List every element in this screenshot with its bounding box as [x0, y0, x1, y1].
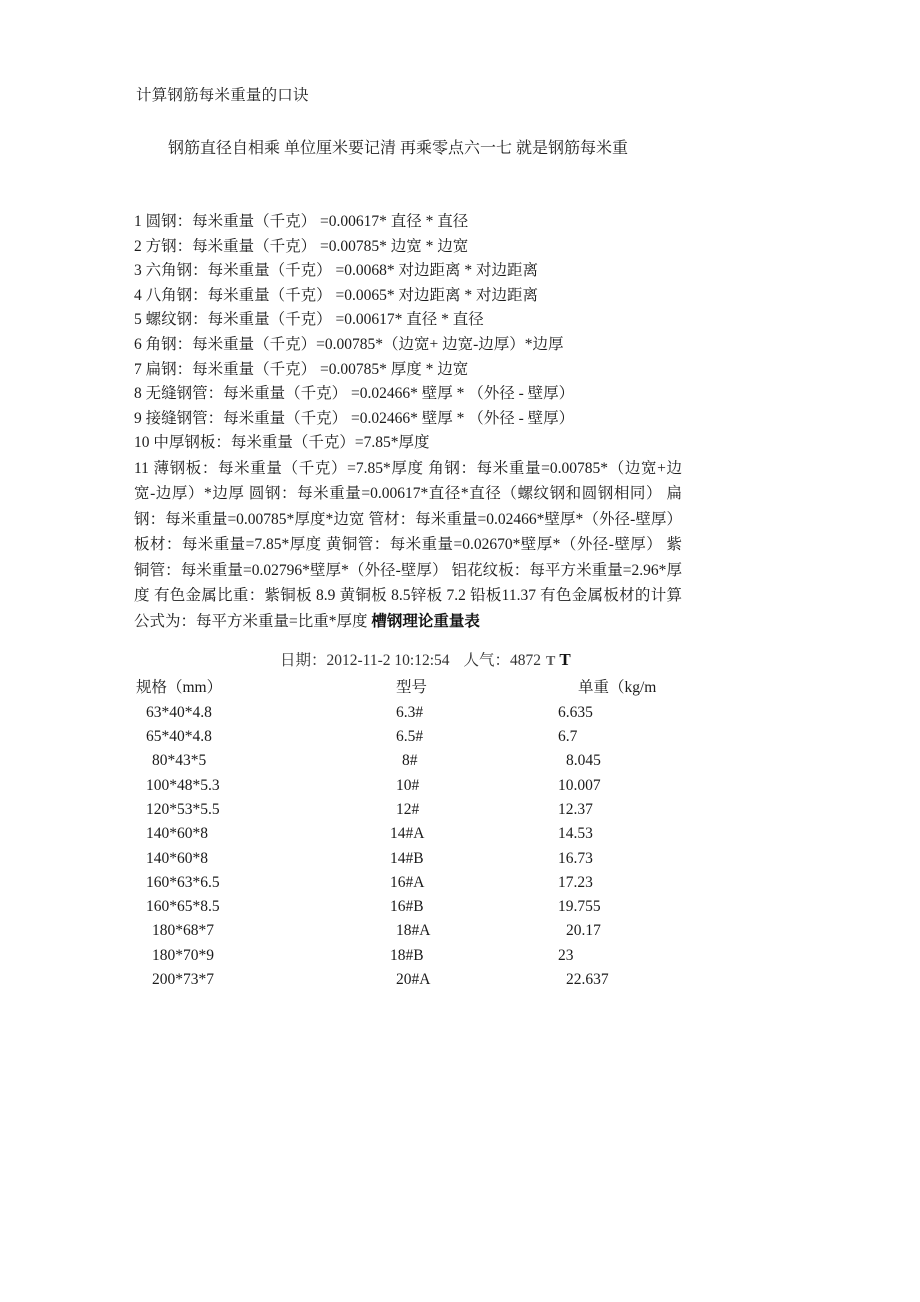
- formula-item: 9 接缝钢管：每米重量（千克） =0.02466* 壁厚 * （外径 - 壁厚）: [134, 409, 575, 427]
- formula-item: 1 圆钢：每米重量（千克） =0.00617* 直径 * 直径: [134, 213, 469, 230]
- cell-model: 14#A: [390, 825, 425, 843]
- cell-weight: 14.53: [558, 825, 593, 843]
- font-size-small-icon[interactable]: T: [546, 654, 556, 670]
- cell-spec: 180*68*7: [152, 922, 214, 940]
- cell-spec: 65*40*4.8: [146, 728, 212, 746]
- cell-spec: 200*73*7: [152, 971, 214, 988]
- cell-model: 18#A: [396, 922, 431, 940]
- date-label: 日期：: [280, 652, 327, 670]
- table-row: [134, 895, 682, 919]
- column-header-model: 型号: [396, 679, 428, 697]
- cell-spec: 140*60*8: [146, 849, 208, 867]
- formula-item: 7 扁钢：每米重量（千克） =0.00785* 厚度 * 边宽: [134, 360, 469, 378]
- cell-spec: 100*48*5.3: [146, 776, 220, 794]
- cell-model: 14#B: [390, 849, 424, 867]
- table-row: [134, 847, 682, 871]
- formula-item: 3 六角钢：每米重量（千克） =0.0068* 对边距离 * 对边距离: [134, 262, 538, 280]
- column-header-unit-weight: 单重（kg/m: [578, 679, 657, 697]
- cell-spec: 63*40*4.8: [146, 703, 212, 721]
- formula-item: 6 角钢：每米重量（千克）=0.00785*（边宽+ 边宽-边厚）*边厚: [134, 335, 564, 353]
- cell-model: 16#A: [390, 873, 425, 891]
- table-row: [134, 968, 682, 992]
- formula-item: 10 中厚钢板：每米重量（千克）=7.85*厚度: [134, 434, 430, 452]
- mnemonic-verse: 钢筋直径自相乘 单位厘米要记清 再乘零点六一七 就是钢筋每米重: [168, 140, 629, 157]
- cell-model: 6.3#: [396, 703, 424, 721]
- table-row: [134, 725, 682, 749]
- cell-model: 16#B: [390, 898, 424, 916]
- cell-spec: 140*60*8: [146, 825, 208, 843]
- document-content: [134, 84, 682, 992]
- cell-weight: 16.73: [558, 849, 593, 867]
- cell-weight: 6.635: [558, 703, 593, 721]
- page-title: 计算钢筋每米重量的口诀: [136, 87, 309, 104]
- table-caption: 槽钢理论重量表: [371, 612, 480, 630]
- cell-model: 18#B: [390, 946, 424, 964]
- cell-weight: 10.007: [558, 776, 601, 794]
- cell-spec: 120*53*5.5: [146, 800, 220, 818]
- cell-model: 10#: [396, 776, 420, 794]
- formula-item: 4 八角钢：每米重量（千克） =0.0065* 对边距离 * 对边距离: [134, 286, 538, 304]
- table-row: [134, 749, 682, 773]
- cell-model: 6.5#: [396, 728, 424, 746]
- cell-model: 8#: [402, 752, 418, 770]
- cell-weight: 20.17: [566, 922, 601, 940]
- views-value: 4872: [510, 652, 542, 670]
- table-header-row: [134, 676, 682, 700]
- cell-weight: 17.23: [558, 873, 593, 891]
- cell-spec: 180*70*9: [152, 946, 214, 964]
- paragraph-body: 11 薄钢板：每米重量（千克）=7.85*厚度 角钢：每米重量=0.00785*（边宽+边宽-边厚）*边厚 圆钢：每米重量=0.00617*直径*直径（螺纹钢和圆钢相同） 扁钢：每米重量=0.00785*厚度*边宽 管材：每米重量=0.02466*壁厚*（外径-壁厚） 板材：每米重量=7.85*厚度 黄铜管：每米重量=0.02670*壁厚*（外径-壁厚） 紫铜管：每米重量=0.02796*壁厚*（外径-壁厚） 铝花纹板：每平方米重量=2.96*厚度 有色金属比重：紫铜板 8.9 黄铜板 8.5锌板 7.2 铅板11.37 有色金属板材的计算公式为：每平方米重量=比重*厚度: [134, 459, 682, 630]
- cell-weight: 23: [558, 946, 574, 964]
- cell-weight: 8.045: [566, 752, 601, 770]
- cell-model: 12#: [396, 800, 420, 818]
- formula-list: [134, 210, 682, 456]
- formula-item: 8 无缝钢管：每米重量（千克） =0.02466* 壁厚 * （外径 - 壁厚）: [134, 385, 575, 403]
- cell-spec: 160*65*8.5: [146, 898, 220, 916]
- font-size-large-icon[interactable]: T: [559, 650, 571, 670]
- table-row: [134, 798, 682, 822]
- formula-item: 2 方钢：每米重量（千克） =0.00785* 边宽 * 边宽: [134, 237, 469, 255]
- table-row: [134, 944, 682, 968]
- cell-model: 20#A: [396, 971, 431, 988]
- table-row: [134, 822, 682, 846]
- table-row: [134, 774, 682, 798]
- cell-weight: 6.7: [558, 728, 578, 746]
- table-row: [134, 701, 682, 725]
- table-row: [134, 919, 682, 943]
- date-value: 2012-11-2 10:12:54: [326, 652, 450, 670]
- article-meta: [134, 648, 682, 674]
- column-header-spec: 规格（mm）: [136, 679, 223, 697]
- formula-item: 5 螺纹钢：每米重量（千克） =0.00617* 直径 * 直径: [134, 311, 484, 329]
- cell-spec: 160*63*6.5: [146, 873, 220, 891]
- cell-weight: 22.637: [566, 971, 609, 988]
- channel-steel-weight-table: [134, 676, 682, 992]
- cell-spec: 80*43*5: [152, 752, 207, 770]
- cell-weight: 19.755: [558, 898, 601, 916]
- table-row: [134, 871, 682, 895]
- cell-weight: 12.37: [558, 800, 593, 818]
- views-label: 人气：: [463, 652, 511, 670]
- mixed-formula-paragraph: [134, 456, 682, 635]
